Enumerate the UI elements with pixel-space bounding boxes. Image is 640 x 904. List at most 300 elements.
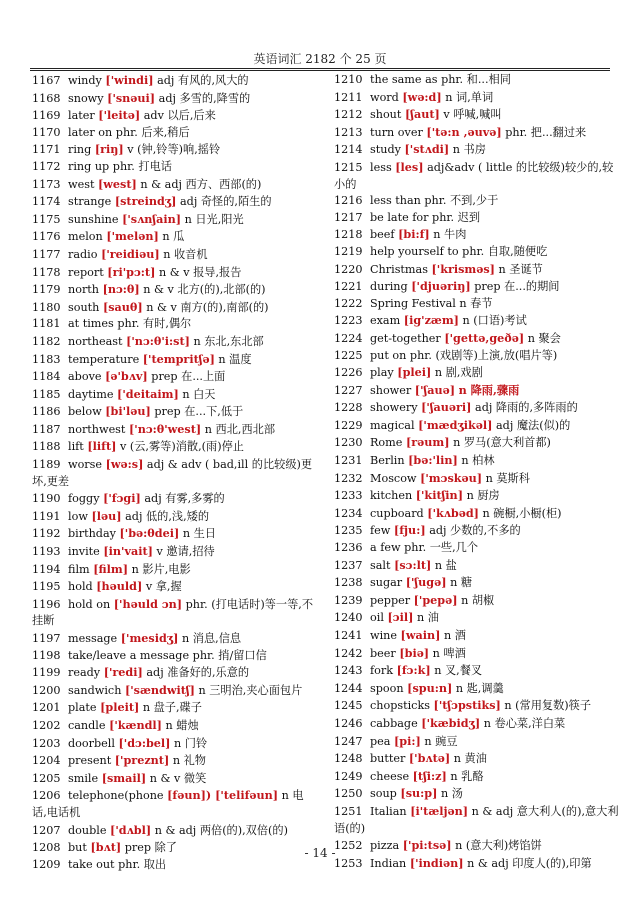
entry-word: Italian: [370, 804, 407, 818]
vocab-entry: [32, 125, 317, 142]
entry-number: 1228: [334, 401, 363, 415]
vocab-entry: [334, 278, 619, 296]
entry-phonetic: ['kʌbəd]: [427, 505, 479, 520]
entry-number: 1169: [32, 109, 61, 123]
entry-word: northwest: [68, 422, 126, 436]
entry-number: 1180: [32, 300, 61, 314]
vocab-entry: [32, 403, 317, 421]
entry-definition: adj&adv ( little 的比较级)较少的,较小的: [334, 160, 614, 191]
entry-number: 1217: [334, 210, 363, 224]
entry-word: play: [370, 366, 394, 380]
entry-definition: phr. 把...翻过来: [505, 125, 587, 139]
vocab-entry: [32, 333, 317, 351]
entry-word: take out: [68, 857, 115, 871]
entry-word: help yourself to: [370, 244, 459, 258]
vocab-entry: [334, 540, 619, 557]
entry-phonetic: [sɔ:lt]: [394, 557, 432, 572]
vocab-entry: [334, 505, 619, 523]
entry-phonetic: ['sændwitʃ]: [124, 682, 195, 697]
entry-number: 1216: [334, 194, 363, 208]
entry-word: worse: [68, 458, 103, 472]
entry-word: Berlin: [370, 454, 405, 468]
vocab-entry: [32, 561, 317, 579]
entry-definition: v 邀请,招待: [156, 545, 215, 559]
entry-number: 1207: [32, 823, 61, 837]
entry-definition: phr. 迟到: [432, 210, 481, 224]
entry-word: shower: [370, 383, 412, 397]
entry-number: 1194: [32, 562, 61, 576]
entry-phonetic: ['ʃugə]: [405, 575, 447, 590]
vocab-entry: [32, 299, 317, 317]
entry-number: 1211: [334, 90, 363, 104]
vocab-entry: [32, 490, 317, 508]
entry-number: 1175: [32, 212, 61, 226]
vocab-entry: [334, 348, 619, 365]
entry-phonetic: [pleit]: [100, 700, 140, 715]
entry-phonetic: ['ʃauəri]: [421, 400, 472, 415]
entry-phonetic: [bə:'lin]: [408, 453, 458, 468]
entry-number: 1177: [32, 247, 61, 261]
entry-definition: n 三明治,夹心面包片: [198, 683, 303, 697]
entry-number: 1193: [32, 545, 61, 559]
entry-word: plate: [68, 701, 97, 715]
entry-word: spoon: [370, 681, 404, 695]
vocab-entry: [32, 682, 317, 700]
entry-word: lift: [68, 440, 84, 454]
entry-word: chopsticks: [370, 699, 430, 713]
vocab-entry: [32, 211, 317, 229]
entry-definition: prep 除了: [124, 841, 177, 855]
entry-phonetic: ['mædʒikəl]: [418, 417, 493, 432]
entry-phonetic: [tʃi:z]: [412, 768, 447, 783]
entry-number: 1190: [32, 492, 61, 506]
entry-definition: n & adj 两倍(的),双倍(的): [154, 823, 288, 837]
vocab-entry: [334, 330, 619, 348]
entry-word: foggy: [68, 492, 100, 506]
entry-word: telephone(phone: [68, 789, 164, 803]
entry-number: 1210: [334, 73, 363, 86]
entry-number: 1218: [334, 228, 363, 242]
entry-word: soup: [370, 787, 397, 801]
entry-word: but: [68, 841, 87, 855]
vocab-entry: [334, 785, 619, 803]
entry-word: exam: [370, 314, 401, 328]
entry-number: 1253: [334, 856, 363, 870]
vocab-entry: [32, 543, 317, 561]
entry-definition: n 日光,阳光: [184, 212, 244, 226]
entry-phonetic: [lift]: [87, 439, 117, 454]
entry-number: 1248: [334, 752, 363, 766]
vocab-entry: [334, 470, 619, 488]
entry-word: north: [68, 283, 99, 297]
entry-word: beef: [370, 228, 395, 242]
entry-number: 1205: [32, 771, 61, 785]
entry-word: hold: [68, 580, 93, 594]
vocab-entry: [32, 159, 317, 176]
entry-phonetic: [fəun]) ['telifəun]: [167, 788, 279, 803]
entry-definition: n (意大利)烤馅饼: [455, 839, 542, 853]
vocab-entry: [334, 244, 619, 261]
entry-phonetic: ['djuəriŋ]: [411, 279, 471, 294]
entry-definition: phr. 有时,偶尔: [117, 317, 192, 331]
entry-definition: n & v 报导,报告: [158, 265, 242, 279]
vocab-entry: [32, 717, 317, 735]
vocab-entry: [32, 141, 317, 159]
entry-phonetic: [fɔ:k]: [396, 663, 431, 678]
vocab-entry: [32, 421, 317, 439]
entry-number: 1240: [334, 611, 363, 625]
entry-definition: phr. 自取,随便吃: [462, 244, 548, 258]
entry-phonetic: ['dɔ:bel]: [118, 735, 171, 750]
entry-number: 1208: [32, 841, 61, 855]
entry-number: 1238: [334, 576, 363, 590]
entry-phonetic: ['pi:tsə]: [402, 838, 452, 853]
entry-phonetic: [sauθ]: [102, 299, 143, 314]
entry-word: melon: [68, 230, 103, 244]
entry-word: Indian: [370, 856, 407, 870]
entry-number: 1220: [334, 262, 363, 276]
vocab-entry: [334, 312, 619, 330]
entry-number: 1182: [32, 334, 61, 348]
entry-number: 1168: [32, 91, 61, 105]
entry-definition: n & v 微笑: [149, 771, 207, 785]
entry-definition: n 卷心菜,洋白菜: [483, 716, 566, 730]
entry-phonetic: [west]: [98, 176, 137, 191]
entry-phonetic: ['kæbidʒ]: [421, 715, 481, 730]
entry-definition: n 盐: [434, 558, 457, 572]
entry-word: study: [370, 143, 401, 157]
entry-word: salt: [370, 558, 391, 572]
vocab-entry: [32, 699, 317, 717]
vocab-entry: [334, 662, 619, 680]
entry-definition: n & adj 印度人(的),印第: [467, 856, 592, 870]
entry-definition: phr. 后来,稍后: [115, 125, 190, 139]
entry-word: a few: [370, 541, 401, 555]
entry-definition: prep 在...上面: [151, 370, 226, 384]
entry-definition: n 生日: [182, 527, 216, 541]
entry-definition: phr. 取出: [118, 857, 167, 871]
entry-definition: n 温度: [218, 352, 252, 366]
entry-phonetic: [streindʒ]: [114, 194, 177, 209]
entry-word: present: [68, 754, 112, 768]
entry-definition: adj 少数的,不多的: [429, 524, 521, 538]
entry-phonetic: [nɔ:θ]: [102, 282, 140, 297]
entry-word: take/leave a message: [68, 648, 190, 662]
vocab-entry: [334, 574, 619, 592]
entry-number: 1181: [32, 317, 61, 331]
vocab-entry: [32, 264, 317, 282]
entry-phonetic: [rəum]: [405, 435, 450, 450]
vocab-entry: [334, 487, 619, 505]
entry-word: beer: [370, 646, 396, 660]
entry-number: 1232: [334, 471, 363, 485]
vocab-entry: [32, 176, 317, 194]
entry-definition: adv 以后,后来: [143, 109, 216, 123]
vocab-entry: [334, 592, 619, 610]
entry-word: showery: [370, 401, 418, 415]
entry-definition: v (钟,铃等)响,摇铃: [127, 143, 221, 157]
entry-word: smile: [68, 771, 99, 785]
entry-number: 1222: [334, 296, 363, 310]
entry-definition: n 词,单词: [445, 90, 494, 104]
entry-phonetic: ['melən]: [106, 229, 159, 244]
entry-definition: adj & adv ( bad,ill 的比较级)更坏,更差: [32, 458, 313, 488]
vocab-entry: [32, 648, 317, 665]
entry-word: oil: [370, 611, 384, 625]
entry-number: 1227: [334, 383, 363, 397]
entry-number: 1247: [334, 734, 363, 748]
vocab-entry: [334, 803, 619, 837]
entry-number: 1189: [32, 458, 61, 472]
entry-word: Christmas: [370, 262, 428, 276]
entry-number: 1188: [32, 440, 61, 454]
entry-word: northeast: [68, 334, 123, 348]
vocab-entry: [334, 434, 619, 452]
page-number: - 14 -: [304, 846, 336, 860]
entry-word: get-together: [370, 331, 441, 345]
entry-definition: n 糖: [450, 576, 473, 590]
vocab-entry: [32, 368, 317, 386]
entry-phonetic: [plei]: [397, 365, 432, 380]
entry-number: 1241: [334, 629, 363, 642]
entry-phonetic: [biə]: [399, 645, 430, 660]
entry-word: wine: [370, 629, 397, 642]
entry-number: 1233: [334, 489, 363, 503]
entry-word: double: [68, 823, 107, 837]
vocab-entry: [334, 124, 619, 142]
vocab-entry: [334, 522, 619, 540]
entry-phonetic: [wə:d]: [402, 89, 442, 104]
entry-phonetic: [ri'pɔ:t]: [107, 264, 156, 279]
entry-word: turn over: [370, 125, 423, 139]
entry-word: message: [68, 632, 118, 645]
entry-phonetic: ['preznt]: [114, 753, 170, 768]
vocab-entry: [334, 296, 619, 313]
left-column: [32, 72, 317, 873]
right-column: [334, 72, 619, 872]
page-header: 英语词汇 2182 个 25 页: [253, 52, 387, 66]
entry-word: at times: [68, 317, 114, 331]
entry-definition: adj 有风的,风大的: [157, 74, 249, 87]
entry-phonetic: ['redi]: [103, 665, 143, 680]
entry-definition: v (云,雾等)消散,(雨)停止: [120, 440, 244, 454]
entry-number: 1204: [32, 754, 61, 768]
entry-definition: n 瓜: [162, 230, 185, 244]
entry-word: during: [370, 280, 408, 294]
vocab-entry: [32, 630, 317, 648]
entry-number: 1170: [32, 125, 61, 139]
entry-number: 1230: [334, 436, 363, 450]
entry-number: 1224: [334, 331, 363, 345]
entry-phonetic: [riŋ]: [94, 142, 124, 157]
vocab-entry: [334, 193, 619, 210]
entry-definition: n 汤: [440, 787, 463, 801]
entry-definition: adj 奇怪的,陌生的: [180, 195, 272, 209]
entry-definition: n 东北,东北部: [193, 334, 264, 348]
entry-phonetic: [in'vait]: [103, 544, 153, 559]
entry-number: 1167: [32, 74, 61, 87]
vocab-entry: [32, 90, 317, 108]
vocab-entry: [32, 193, 317, 211]
entry-word: west: [68, 177, 95, 191]
entry-definition: phr. 打电话: [112, 159, 172, 173]
entry-number: 1172: [32, 159, 61, 173]
entry-phonetic: [həuld]: [96, 579, 143, 594]
entry-definition: n 书房: [452, 143, 486, 157]
entry-definition: adj 降雨的,多阵雨的: [475, 401, 578, 415]
entry-phonetic: [wə:s]: [105, 457, 144, 472]
entry-number: 1212: [334, 108, 363, 122]
entry-definition: n 胡椒: [461, 593, 495, 607]
entry-definition: n 剧,戏剧: [434, 366, 483, 380]
entry-number: 1203: [32, 736, 61, 750]
entry-number: 1245: [334, 699, 363, 713]
vocab-entry: [334, 452, 619, 470]
entry-number: 1191: [32, 509, 61, 523]
entry-word: shout: [370, 108, 402, 122]
entry-word: pea: [370, 734, 391, 748]
entry-definition: n 碗橱,小橱(柜): [482, 506, 562, 520]
entry-number: 1209: [32, 857, 61, 871]
vocab-entry: [334, 226, 619, 244]
entry-phonetic: ['həuld ɔn]: [113, 596, 183, 611]
vocab-entry: [32, 822, 317, 840]
entry-phonetic: ['krisməs]: [431, 261, 495, 276]
entry-word: word: [370, 90, 399, 104]
entry-word: temperature: [68, 352, 140, 366]
entry-definition: adj 低的,浅,矮的: [125, 509, 210, 523]
entry-phonetic: ['tʃɔpstiks]: [433, 698, 501, 713]
entry-definition: n 乳酪: [450, 769, 484, 783]
entry-phonetic: ['nɔ:θ'i:st]: [126, 333, 190, 348]
entry-phonetic: ['fɔgi]: [103, 491, 141, 506]
entry-word: above: [68, 370, 102, 384]
vocab-entry: [32, 438, 317, 456]
entry-word: the same as: [370, 73, 438, 86]
vocab-entry: [334, 364, 619, 382]
entry-definition: n & v 南方(的),南部(的): [146, 300, 269, 314]
entry-phonetic: ['nɔ:θ'west]: [129, 421, 202, 436]
entry-word: cupboard: [370, 506, 424, 520]
entry-number: 1199: [32, 666, 61, 680]
entry-word: low: [68, 509, 88, 523]
entry-word: hold on: [68, 597, 111, 611]
vocab-entry: [334, 680, 619, 698]
entry-definition: n 白天: [182, 387, 216, 401]
entry-number: 1236: [334, 541, 363, 555]
entry-definition: prep 在...的期间: [474, 280, 560, 294]
entry-phonetic: [ɔil]: [387, 610, 414, 625]
entry-phonetic: ['indiən]: [409, 855, 464, 870]
entry-definition: phr. 捎/留口信: [192, 648, 267, 662]
entry-number: 1214: [334, 143, 363, 157]
vocab-entry: [32, 386, 317, 404]
vocab-entry: [334, 106, 619, 124]
entry-definition: n 消息,信息: [182, 632, 242, 645]
entry-phonetic: [wain]: [400, 628, 441, 642]
entry-number: 1239: [334, 593, 363, 607]
entry-definition: n 收音机: [163, 247, 208, 261]
entry-phonetic: ['kitʃin]: [415, 488, 463, 503]
entry-phonetic: ['windi]: [105, 73, 154, 87]
entry-definition: n (常用复数)筷子: [504, 699, 592, 713]
entry-word: few: [370, 524, 391, 538]
entry-phonetic: ['stʌdi]: [404, 142, 450, 157]
entry-number: 1186: [32, 405, 61, 419]
entry-number: 1229: [334, 418, 363, 432]
entry-phonetic: ['leitə]: [98, 108, 141, 123]
entry-definition: n 影片,电影: [131, 562, 191, 576]
entry-phonetic: [film]: [93, 561, 129, 576]
entry-word: kitchen: [370, 489, 413, 503]
entry-number: 1251: [334, 804, 363, 818]
entry-definition: n 门铃: [174, 736, 208, 750]
entry-word: fork: [370, 664, 394, 678]
entry-phonetic: ['snəui]: [107, 90, 156, 105]
entry-number: 1178: [32, 265, 61, 279]
vocab-entry: [32, 770, 317, 788]
entry-phonetic: ['tə:n ,əuvə]: [426, 124, 502, 139]
entry-phonetic: [bi:f]: [398, 227, 430, 242]
entry-number: 1176: [32, 230, 61, 244]
entry-phonetic: [ə'bʌv]: [105, 369, 148, 384]
entry-definition: phr. 不到,少于: [424, 194, 499, 208]
entry-phonetic: ['ʃauə]: [414, 382, 456, 397]
entry-word: snowy: [68, 91, 104, 105]
entry-word: butter: [370, 752, 406, 766]
entry-phonetic: [ʃaut]: [404, 107, 440, 122]
entry-phonetic: ['tempritʃə]: [142, 351, 215, 366]
entry-word: ready: [68, 666, 101, 680]
entry-definition: n 叉,餐叉: [434, 664, 483, 678]
vocab-entry: [334, 768, 619, 786]
entry-number: 1197: [32, 632, 61, 645]
entry-number: 1225: [334, 348, 363, 362]
vocab-entry: [334, 733, 619, 751]
entry-number: 1184: [32, 370, 61, 384]
entry-phonetic: ['dʌbl]: [110, 822, 152, 837]
entry-number: 1252: [334, 839, 363, 853]
vocab-entry: [334, 72, 619, 89]
entry-number: 1249: [334, 769, 363, 783]
entry-word: cabbage: [370, 716, 418, 730]
vocab-entry: [334, 609, 619, 627]
vocab-entry: [334, 141, 619, 159]
entry-definition: n 罗马(意大利首都): [453, 436, 551, 450]
entry-definition: n 啤酒: [432, 646, 466, 660]
vocab-entry: [32, 578, 317, 596]
entry-word: windy: [68, 74, 102, 87]
entry-phonetic: [fju:]: [393, 523, 426, 538]
vocab-entry: [334, 261, 619, 279]
vocab-entry: [334, 382, 619, 400]
entry-phonetic: ['mesidʒ]: [120, 631, 179, 645]
vocab-entry: [334, 557, 619, 575]
entry-phonetic: [su:p]: [400, 786, 438, 801]
vocab-entry: [32, 246, 317, 264]
entry-number: 1215: [334, 160, 363, 174]
entry-word: below: [68, 405, 102, 419]
entry-word: cheese: [370, 769, 410, 783]
entry-definition: n & v 北方(的),北部(的): [143, 283, 266, 297]
entry-phonetic: ['pepə]: [413, 592, 458, 607]
entry-word: radio: [68, 247, 98, 261]
entry-number: 1183: [32, 352, 61, 366]
entry-word: magical: [370, 418, 415, 432]
entry-word: put on: [370, 348, 407, 362]
entry-definition: n (口语)考试: [462, 314, 527, 328]
entry-number: 1196: [32, 597, 61, 611]
